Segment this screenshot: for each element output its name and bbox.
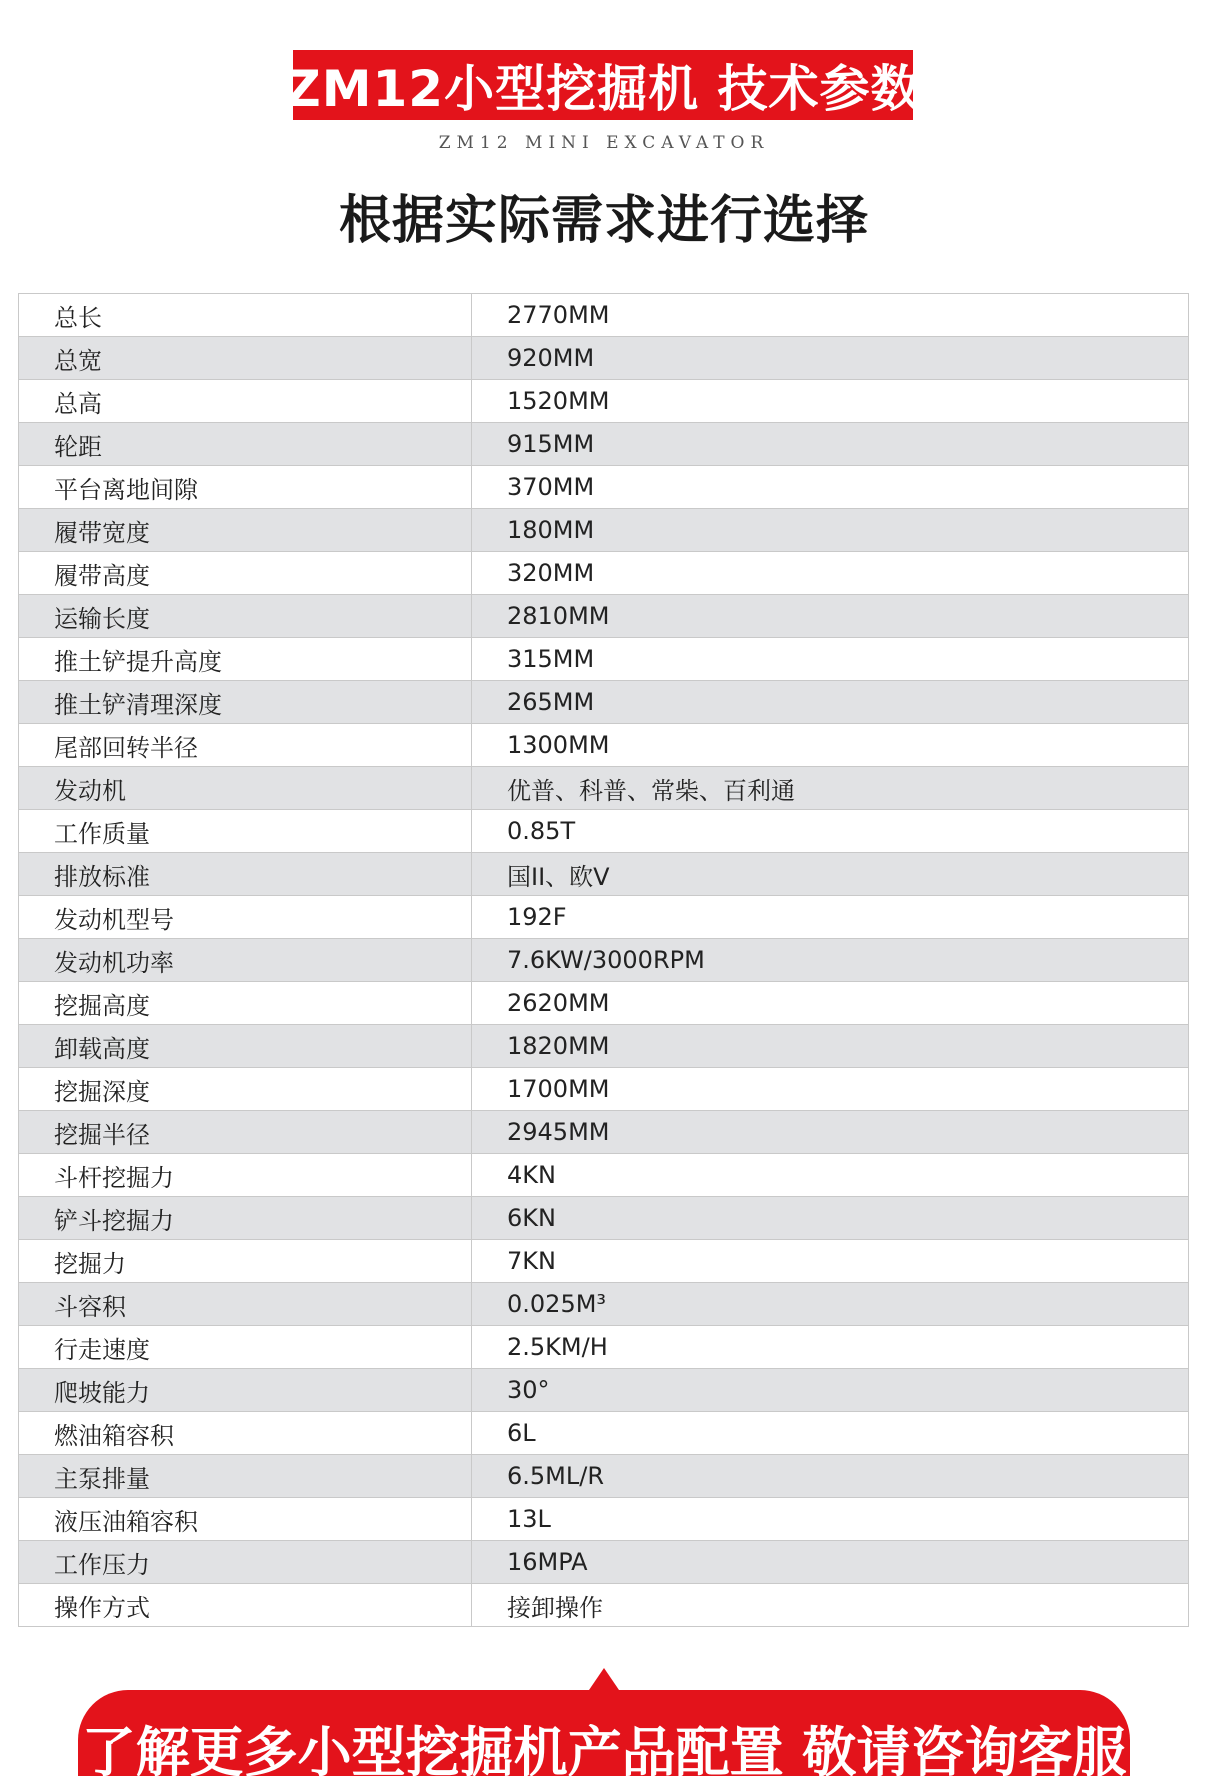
spec-value: 6KN	[472, 1197, 1189, 1240]
spec-label: 液压油箱容积	[19, 1498, 472, 1541]
table-row	[19, 1197, 1189, 1240]
spec-label: 燃油箱容积	[19, 1412, 472, 1455]
spec-value: 0.025M³	[472, 1283, 1189, 1326]
table-row	[19, 1240, 1189, 1283]
table-row	[19, 810, 1189, 853]
spec-label: 爬坡能力	[19, 1369, 472, 1412]
spec-label: 运输长度	[19, 595, 472, 638]
headline: 根据实际需求进行选择	[338, 191, 869, 251]
table-row	[19, 681, 1189, 724]
spec-label: 推土铲清理深度	[19, 681, 472, 724]
spec-label: 轮距	[19, 423, 472, 466]
spec-label: 发动机型号	[19, 896, 472, 939]
spec-value: 30°	[472, 1369, 1189, 1412]
spec-value: 接卸操作	[472, 1584, 1189, 1627]
spec-label: 卸载高度	[19, 1025, 472, 1068]
spec-label: 排放标准	[19, 853, 472, 896]
spec-value: 0.85T	[472, 810, 1189, 853]
spec-value: 1820MM	[472, 1025, 1189, 1068]
spec-value: 192F	[472, 896, 1189, 939]
spec-value: 7.6KW/3000RPM	[472, 939, 1189, 982]
spec-value: 370MM	[472, 466, 1189, 509]
table-row	[19, 982, 1189, 1025]
spec-value: 2810MM	[472, 595, 1189, 638]
table-row	[19, 1369, 1189, 1412]
table-row	[19, 724, 1189, 767]
table-row	[19, 1154, 1189, 1197]
spec-value: 315MM	[472, 638, 1189, 681]
spec-value: 6L	[472, 1412, 1189, 1455]
table-row	[19, 939, 1189, 982]
table-row	[19, 466, 1189, 509]
spec-label: 发动机功率	[19, 939, 472, 982]
spec-table	[18, 293, 1189, 1627]
table-row	[19, 853, 1189, 896]
spec-label: 挖掘高度	[19, 982, 472, 1025]
spec-label: 挖掘半径	[19, 1111, 472, 1154]
table-row	[19, 380, 1189, 423]
table-row	[19, 337, 1189, 380]
table-row	[19, 1455, 1189, 1498]
spec-value: 180MM	[472, 509, 1189, 552]
spec-value: 915MM	[472, 423, 1189, 466]
table-row	[19, 638, 1189, 681]
spec-value: 6.5ML/R	[472, 1455, 1189, 1498]
spec-value: 2770MM	[472, 294, 1189, 337]
spec-label: 总长	[19, 294, 472, 337]
table-row	[19, 1541, 1189, 1584]
table-row	[19, 767, 1189, 810]
spec-label: 平台离地间隙	[19, 466, 472, 509]
spec-label: 工作质量	[19, 810, 472, 853]
spec-value: 优普、科普、常柴、百利通	[472, 767, 1189, 810]
footer-text: 了解更多小型挖掘机产品配置 敬请咨询客服	[81, 1721, 1127, 1776]
spec-value: 2945MM	[472, 1111, 1189, 1154]
table-row	[19, 552, 1189, 595]
title-banner	[284, 50, 922, 120]
spec-value: 320MM	[472, 552, 1189, 595]
spec-label: 履带宽度	[19, 509, 472, 552]
spec-label: 行走速度	[19, 1326, 472, 1369]
footer-notch	[589, 1668, 619, 1690]
spec-value: 1520MM	[472, 380, 1189, 423]
table-row	[19, 1412, 1189, 1455]
table-row	[19, 294, 1189, 337]
page-title: ZM12小型挖掘机 技术参数	[284, 60, 922, 118]
table-row	[19, 423, 1189, 466]
spec-value: 7KN	[472, 1240, 1189, 1283]
spec-value: 16MPA	[472, 1541, 1189, 1584]
table-row	[19, 896, 1189, 939]
spec-label: 工作压力	[19, 1541, 472, 1584]
spec-label: 发动机	[19, 767, 472, 810]
spec-label: 推土铲提升高度	[19, 638, 472, 681]
table-row	[19, 1025, 1189, 1068]
spec-value: 265MM	[472, 681, 1189, 724]
table-row	[19, 1584, 1189, 1627]
table-row	[19, 1068, 1189, 1111]
spec-label: 总高	[19, 380, 472, 423]
spec-label: 挖掘深度	[19, 1068, 472, 1111]
spec-value: 2620MM	[472, 982, 1189, 1025]
table-row	[19, 1111, 1189, 1154]
table-row	[19, 595, 1189, 638]
subtitle-english: ZM12 MINI EXCAVATOR	[438, 133, 770, 153]
spec-value: 2.5KM/H	[472, 1326, 1189, 1369]
spec-label: 操作方式	[19, 1584, 472, 1627]
spec-label: 尾部回转半径	[19, 724, 472, 767]
spec-value: 920MM	[472, 337, 1189, 380]
table-row	[19, 1283, 1189, 1326]
spec-value: 1300MM	[472, 724, 1189, 767]
spec-value: 13L	[472, 1498, 1189, 1541]
spec-label: 履带高度	[19, 552, 472, 595]
spec-value: 国II、欧V	[472, 853, 1189, 896]
table-row	[19, 1498, 1189, 1541]
spec-label: 主泵排量	[19, 1455, 472, 1498]
spec-value: 4KN	[472, 1154, 1189, 1197]
spec-label: 斗杆挖掘力	[19, 1154, 472, 1197]
spec-value: 1700MM	[472, 1068, 1189, 1111]
spec-label: 铲斗挖掘力	[19, 1197, 472, 1240]
table-row	[19, 1326, 1189, 1369]
table-row	[19, 509, 1189, 552]
spec-label: 总宽	[19, 337, 472, 380]
spec-label: 斗容积	[19, 1283, 472, 1326]
spec-label: 挖掘力	[19, 1240, 472, 1283]
footer-banner	[78, 1690, 1130, 1776]
